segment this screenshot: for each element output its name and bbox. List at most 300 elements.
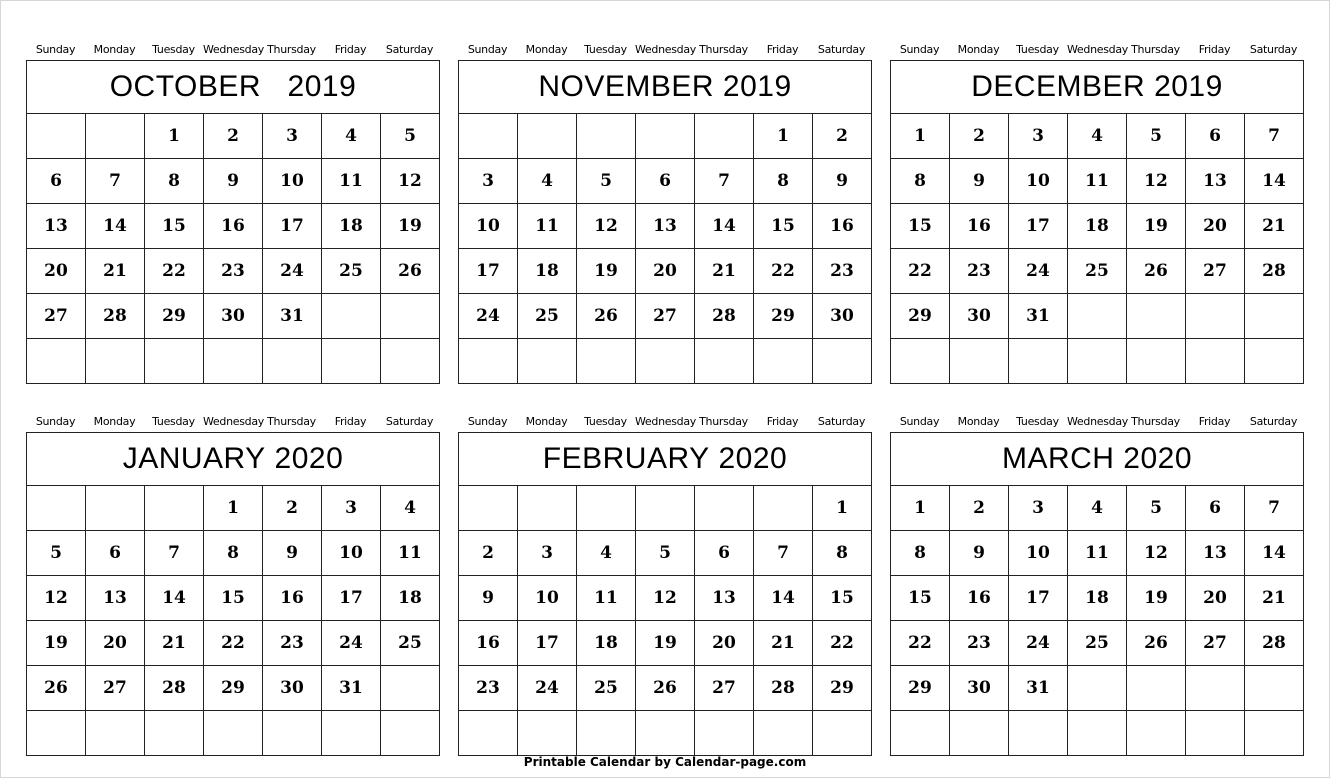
day-cell: 12 [1127,531,1186,575]
day-cell: 26 [27,666,86,710]
day-cell [636,114,695,158]
weekday-label: Monday [957,43,1000,56]
day-cell: 16 [950,204,1009,248]
day-cell: 6 [1186,114,1245,158]
day-cell: 25 [577,666,636,710]
day-cell: 30 [204,294,263,338]
week-row [459,711,871,755]
day-cell [695,339,754,383]
day-cell [1068,711,1127,755]
weekday-header [26,414,440,430]
day-cell: 17 [263,204,322,248]
weekday-label: Friday [1198,43,1231,56]
week-row [459,249,871,294]
day-cell: 9 [204,159,263,203]
day-cell: 1 [836,498,848,518]
day-cell [27,711,86,755]
day-cell: 22 [830,633,854,653]
day-cell: 1 [204,486,263,530]
day-cell: 5 [1127,486,1186,530]
week-row [891,486,1303,531]
day-cell: 20 [86,621,145,665]
day-cell: 5 [636,531,695,575]
weekday-header [890,42,1304,58]
day-cell [381,294,439,338]
week-row [27,711,439,755]
month-calendar-february [458,414,872,756]
week-row [27,339,439,383]
month-year: 2019 [287,70,357,103]
day-cell: 25 [322,249,381,293]
week-row [891,159,1303,204]
day-cell: 13 [1186,531,1245,575]
weekday-label: Saturday [385,415,434,428]
month-calendar-january [26,414,440,756]
day-cell: 22 [891,249,950,293]
day-cell: 12 [636,576,695,620]
day-cell: 11 [577,576,636,620]
weekday-label: Thursday [1131,415,1180,428]
day-cell: 8 [891,159,950,203]
day-cell [754,486,813,530]
day-cell [891,711,950,755]
month-name: NOVEMBER [538,70,715,103]
day-cell: 7 [695,159,754,203]
week-row [891,666,1303,711]
day-cell: 20 [695,621,754,665]
weekday-label: Saturday [385,43,434,56]
day-cell: 9 [263,531,322,575]
week-row [891,576,1303,621]
day-cell [1127,666,1186,710]
day-cell [1186,339,1245,383]
day-cell: 7 [754,531,813,575]
day-cell: 13 [86,576,145,620]
day-cell: 3 [1009,114,1068,158]
day-cell: 27 [695,666,754,710]
day-cell: 21 [695,249,754,293]
day-cell [381,339,439,383]
weekday-label: Friday [334,415,367,428]
weekday-label: Sunday [35,415,76,428]
day-cell [577,711,636,755]
day-grid [891,486,1303,755]
day-cell [145,339,204,383]
day-cell: 9 [459,576,518,620]
day-cell: 18 [322,204,381,248]
weekday-header [890,414,1304,430]
month-name: DECEMBER [971,70,1146,103]
weekday-header [26,42,440,58]
day-cell [577,486,636,530]
month-title [27,61,439,114]
day-cell [1245,711,1303,755]
weekday-label: Saturday [817,415,866,428]
week-row [459,159,871,204]
day-cell: 20 [1186,576,1245,620]
day-grid [27,114,439,383]
day-cell: 28 [1262,261,1286,281]
day-cell [322,294,381,338]
day-cell [813,339,871,383]
weekday-label: Monday [957,415,1000,428]
day-cell [518,486,577,530]
week-row [459,531,871,576]
month-calendar-march [890,414,1304,756]
weekday-label: Saturday [817,43,866,56]
day-cell [695,486,754,530]
day-cell: 1 [145,114,204,158]
day-cell [1245,666,1303,710]
day-cell: 31 [1009,294,1068,338]
day-cell: 25 [518,294,577,338]
day-cell: 2 [836,126,848,146]
day-cell: 28 [1262,633,1286,653]
day-grid [891,114,1303,383]
day-cell: 5 [1127,114,1186,158]
day-cell: 19 [577,249,636,293]
day-cell: 15 [830,588,854,608]
day-cell: 21 [1262,588,1286,608]
day-cell: 16 [459,621,518,665]
day-cell [1009,339,1068,383]
weekday-label: Thursday [1131,43,1180,56]
day-cell: 8 [145,159,204,203]
day-cell [754,711,813,755]
day-cell: 24 [322,621,381,665]
week-row [27,249,439,294]
month-title [459,433,871,486]
day-cell [459,486,518,530]
week-row [891,621,1303,666]
day-cell: 15 [204,576,263,620]
day-cell: 24 [459,294,518,338]
week-row [891,339,1303,383]
day-cell [1127,339,1186,383]
month-name: JANUARY [122,442,266,475]
day-cell: 29 [204,666,263,710]
day-cell [204,339,263,383]
day-cell [1127,294,1186,338]
month-name: OCTOBER [109,70,262,103]
week-row [27,621,439,666]
weekday-label: Wednesday [1067,415,1128,428]
day-cell: 6 [636,159,695,203]
day-cell: 13 [1186,159,1245,203]
day-cell [27,339,86,383]
day-cell: 30 [830,306,854,326]
day-cell: 22 [891,621,950,665]
weekday-label: Sunday [899,43,940,56]
weekday-label: Thursday [699,43,748,56]
month-title [27,433,439,486]
day-cell: 12 [1127,159,1186,203]
month-title [891,61,1303,114]
day-cell: 5 [27,531,86,575]
day-cell [322,711,381,755]
day-cell: 30 [950,666,1009,710]
day-cell: 19 [398,216,422,236]
day-cell: 3 [518,531,577,575]
day-cell [1245,294,1303,338]
weekday-label: Saturday [1249,415,1298,428]
day-cell: 20 [27,249,86,293]
day-cell: 22 [204,621,263,665]
day-cell: 8 [754,159,813,203]
week-row [27,204,439,249]
day-cell: 11 [1068,159,1127,203]
day-cell: 17 [459,249,518,293]
day-cell [891,339,950,383]
month-year: 2020 [718,442,788,475]
day-cell: 3 [459,159,518,203]
day-cell: 25 [398,633,422,653]
day-cell: 24 [518,666,577,710]
month-frame [26,432,440,756]
day-cell [27,486,86,530]
month-year: 2020 [274,442,344,475]
weekday-label: Friday [766,43,799,56]
day-cell [1068,339,1127,383]
week-row [891,531,1303,576]
day-cell: 21 [1262,216,1286,236]
day-cell: 8 [836,543,848,563]
day-cell: 16 [950,576,1009,620]
day-cell: 29 [145,294,204,338]
day-cell [86,711,145,755]
day-cell [263,339,322,383]
day-cell: 1 [891,486,950,530]
week-row [459,294,871,339]
day-cell [636,711,695,755]
day-cell: 27 [86,666,145,710]
week-row [27,294,439,339]
day-cell: 26 [636,666,695,710]
day-cell: 31 [322,666,381,710]
day-cell [577,114,636,158]
day-cell [1186,294,1245,338]
day-cell: 31 [1009,666,1068,710]
day-cell: 28 [145,666,204,710]
day-cell: 2 [204,114,263,158]
day-cell [577,339,636,383]
footer-credit: Printable Calendar by Calendar-page.com [523,755,807,769]
day-cell: 6 [1186,486,1245,530]
day-cell: 14 [1262,543,1286,563]
day-cell: 25 [1068,249,1127,293]
day-cell [1127,711,1186,755]
day-cell: 16 [263,576,322,620]
day-cell: 4 [577,531,636,575]
day-cell: 12 [27,576,86,620]
day-cell [145,711,204,755]
day-cell: 3 [322,486,381,530]
day-cell [204,711,263,755]
day-cell: 15 [145,204,204,248]
weekday-label: Wednesday [203,415,264,428]
day-cell [263,711,322,755]
weekday-header [458,414,872,430]
day-cell: 5 [577,159,636,203]
day-cell: 12 [398,171,422,191]
day-cell: 18 [398,588,422,608]
day-cell: 16 [204,204,263,248]
weekday-label: Thursday [267,43,316,56]
month-calendar-november [458,42,872,384]
week-row [27,576,439,621]
day-cell: 22 [145,249,204,293]
day-cell: 31 [263,294,322,338]
day-cell: 3 [1009,486,1068,530]
day-cell: 9 [836,171,848,191]
weekday-label: Tuesday [1016,415,1059,428]
day-cell: 23 [950,249,1009,293]
month-frame [458,60,872,384]
weekday-label: Thursday [699,415,748,428]
day-cell [1068,666,1127,710]
day-cell: 26 [1127,249,1186,293]
day-cell: 26 [577,294,636,338]
weekday-label: Sunday [35,43,76,56]
day-cell: 2 [950,486,1009,530]
day-cell [950,711,1009,755]
weekday-label: Saturday [1249,43,1298,56]
day-cell: 23 [204,249,263,293]
weekday-label: Wednesday [635,43,696,56]
day-cell: 6 [27,159,86,203]
day-cell: 17 [1009,204,1068,248]
week-row [891,249,1303,294]
day-cell: 7 [1268,126,1280,146]
day-cell: 2 [459,531,518,575]
day-cell [1186,711,1245,755]
day-cell [459,711,518,755]
month-year: 2019 [722,70,792,103]
week-row [459,621,871,666]
day-cell: 10 [1009,159,1068,203]
day-cell: 15 [891,576,950,620]
day-cell: 20 [636,249,695,293]
day-cell: 23 [830,261,854,281]
day-cell [1009,711,1068,755]
day-cell: 14 [86,204,145,248]
day-cell [813,711,871,755]
weekday-label: Wednesday [1067,43,1128,56]
day-cell: 15 [754,204,813,248]
week-row [27,114,439,159]
day-cell: 23 [950,621,1009,665]
day-cell: 28 [695,294,754,338]
day-cell: 10 [518,576,577,620]
day-cell [459,339,518,383]
day-cell: 14 [695,204,754,248]
day-cell: 29 [891,294,950,338]
day-cell: 12 [577,204,636,248]
day-cell: 7 [145,531,204,575]
day-cell: 16 [830,216,854,236]
day-cell: 23 [263,621,322,665]
day-cell: 7 [1268,498,1280,518]
day-cell: 21 [86,249,145,293]
day-cell: 10 [322,531,381,575]
day-cell: 21 [145,621,204,665]
day-cell [518,711,577,755]
day-cell: 14 [1262,171,1286,191]
day-cell: 25 [1068,621,1127,665]
weekday-label: Tuesday [152,43,195,56]
day-grid [459,486,871,755]
day-cell: 21 [754,621,813,665]
day-cell: 24 [1009,249,1068,293]
day-cell: 5 [404,126,416,146]
day-cell: 11 [518,204,577,248]
weekday-label: Sunday [899,415,940,428]
day-cell [86,486,145,530]
weekday-label: Friday [334,43,367,56]
day-cell: 9 [950,159,1009,203]
day-cell: 28 [86,294,145,338]
week-row [891,114,1303,159]
day-cell: 19 [1127,204,1186,248]
month-calendar-december [890,42,1304,384]
week-row [459,114,871,159]
month-title [459,61,871,114]
day-cell [322,339,381,383]
day-cell: 8 [204,531,263,575]
week-row [459,486,871,531]
day-cell: 28 [754,666,813,710]
month-name: MARCH [1001,442,1115,475]
day-cell: 4 [322,114,381,158]
day-cell: 11 [1068,531,1127,575]
week-row [27,486,439,531]
weekday-label: Thursday [267,415,316,428]
day-cell: 19 [636,621,695,665]
week-row [459,576,871,621]
day-cell [518,114,577,158]
day-cell: 13 [695,576,754,620]
day-cell: 4 [1068,486,1127,530]
weekday-label: Friday [766,415,799,428]
day-cell [695,114,754,158]
month-year: 2019 [1154,70,1223,103]
day-cell: 14 [145,576,204,620]
day-cell: 11 [322,159,381,203]
day-cell: 27 [1186,249,1245,293]
day-cell: 4 [518,159,577,203]
weekday-label: Sunday [467,43,508,56]
day-cell [1068,294,1127,338]
day-cell: 18 [518,249,577,293]
weekday-label: Monday [525,415,568,428]
day-cell: 10 [459,204,518,248]
day-cell [381,666,439,710]
week-row [459,204,871,249]
day-grid [27,486,439,755]
weekday-label: Sunday [467,415,508,428]
day-cell: 4 [404,498,416,518]
day-cell: 29 [754,294,813,338]
weekday-label: Monday [525,43,568,56]
day-cell: 17 [1009,576,1068,620]
week-row [27,531,439,576]
weekday-label: Tuesday [584,415,627,428]
week-row [891,711,1303,755]
day-cell: 27 [1186,621,1245,665]
weekday-label: Tuesday [584,43,627,56]
weekday-header [458,42,872,58]
day-cell: 29 [891,666,950,710]
